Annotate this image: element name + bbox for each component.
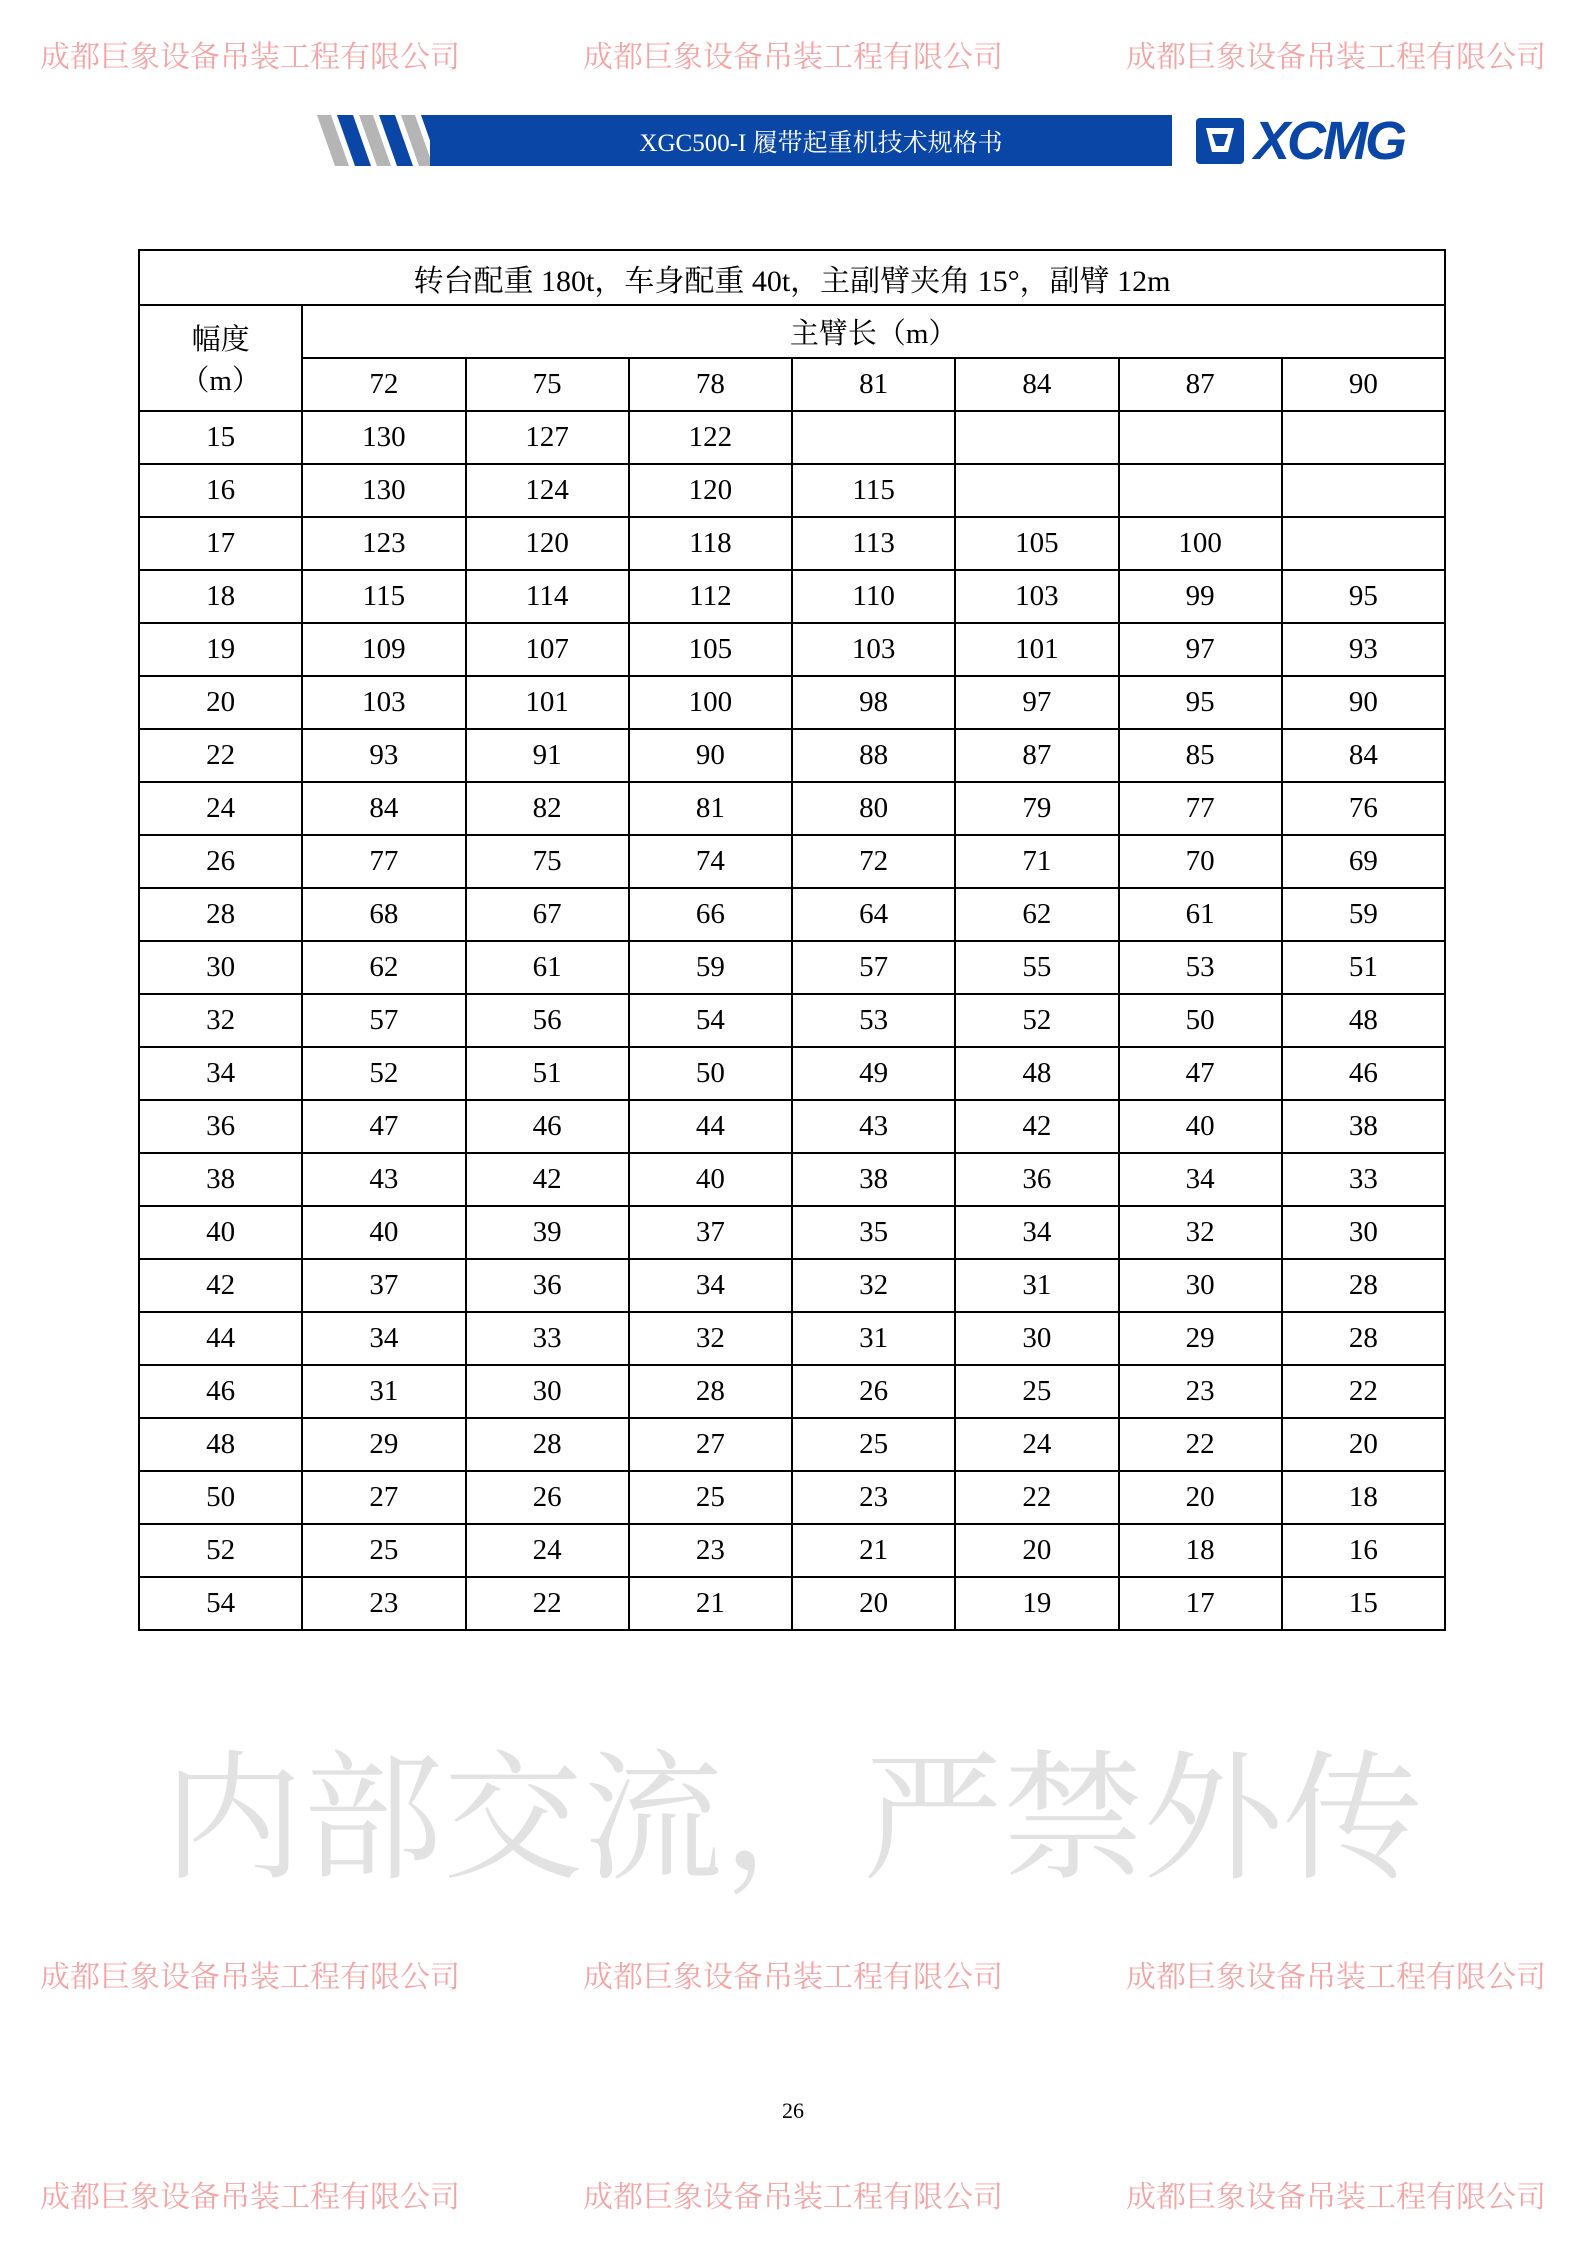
radius-cell: 17 (139, 517, 302, 570)
capacity-cell: 18 (1119, 1524, 1282, 1577)
capacity-cell: 42 (466, 1153, 629, 1206)
capacity-cell: 32 (1119, 1206, 1282, 1259)
table-title: 转台配重 180t，车身配重 40t，主副臂夹角 15°，副臂 12m (139, 250, 1445, 305)
radius-cell: 54 (139, 1577, 302, 1630)
capacity-cell: 71 (955, 835, 1118, 888)
capacity-cell: 107 (466, 623, 629, 676)
capacity-cell: 69 (1282, 835, 1445, 888)
capacity-cell: 51 (1282, 941, 1445, 994)
capacity-cell: 80 (792, 782, 955, 835)
capacity-cell: 112 (629, 570, 792, 623)
capacity-cell: 66 (629, 888, 792, 941)
capacity-cell: 110 (792, 570, 955, 623)
capacity-cell: 43 (302, 1153, 465, 1206)
table-row (139, 1471, 1445, 1524)
capacity-cell: 34 (1119, 1153, 1282, 1206)
capacity-cell: 31 (955, 1259, 1118, 1312)
capacity-cell: 75 (466, 835, 629, 888)
capacity-cell: 50 (1119, 994, 1282, 1047)
table-row (139, 729, 1445, 782)
capacity-cell: 22 (1119, 1418, 1282, 1471)
company-watermark: 成都巨象设备吊装工程有限公司 (40, 40, 460, 75)
capacity-cell: 32 (629, 1312, 792, 1365)
capacity-cell: 103 (955, 570, 1118, 623)
capacity-cell: 25 (302, 1524, 465, 1577)
capacity-cell: 32 (792, 1259, 955, 1312)
capacity-cell: 120 (466, 517, 629, 570)
capacity-cell: 22 (955, 1471, 1118, 1524)
capacity-cell: 16 (1282, 1524, 1445, 1577)
capacity-cell: 97 (955, 676, 1118, 729)
radius-header-unit: （m） (180, 365, 261, 397)
capacity-cell: 20 (955, 1524, 1118, 1577)
capacity-cell: 70 (1119, 835, 1282, 888)
capacity-cell: 36 (466, 1259, 629, 1312)
capacity-cell: 44 (629, 1100, 792, 1153)
radius-cell: 22 (139, 729, 302, 782)
capacity-cell: 48 (955, 1047, 1118, 1100)
capacity-cell (1282, 464, 1445, 517)
capacity-cell: 33 (466, 1312, 629, 1365)
table-row (139, 941, 1445, 994)
radius-cell: 26 (139, 835, 302, 888)
capacity-cell: 28 (1282, 1259, 1445, 1312)
radius-cell: 24 (139, 782, 302, 835)
capacity-cell: 77 (302, 835, 465, 888)
capacity-cell: 95 (1119, 676, 1282, 729)
table-row (139, 1206, 1445, 1259)
capacity-cell: 81 (629, 782, 792, 835)
capacity-cell: 25 (792, 1418, 955, 1471)
capacity-cell: 29 (1119, 1312, 1282, 1365)
capacity-cell: 23 (629, 1524, 792, 1577)
capacity-cell: 95 (1282, 570, 1445, 623)
capacity-cell: 40 (629, 1153, 792, 1206)
table-row (139, 623, 1445, 676)
table-row (139, 1524, 1445, 1577)
capacity-cell (955, 464, 1118, 517)
boom-length-cell: 84 (955, 358, 1118, 411)
capacity-cell: 22 (1282, 1365, 1445, 1418)
radius-cell: 38 (139, 1153, 302, 1206)
capacity-cell: 48 (1282, 994, 1445, 1047)
capacity-cell: 84 (302, 782, 465, 835)
capacity-cell: 93 (302, 729, 465, 782)
radius-cell: 18 (139, 570, 302, 623)
radius-header-label: 幅度 (191, 324, 250, 356)
capacity-cell: 20 (1119, 1471, 1282, 1524)
radius-cell: 28 (139, 888, 302, 941)
load-chart-table (138, 249, 1446, 1631)
table-row (139, 464, 1445, 517)
capacity-cell: 90 (1282, 676, 1445, 729)
capacity-cell: 61 (1119, 888, 1282, 941)
capacity-cell: 28 (629, 1365, 792, 1418)
capacity-cell: 23 (792, 1471, 955, 1524)
capacity-cell: 100 (1119, 517, 1282, 570)
table-row (139, 994, 1445, 1047)
radius-cell: 52 (139, 1524, 302, 1577)
capacity-cell: 56 (466, 994, 629, 1047)
capacity-cell: 109 (302, 623, 465, 676)
table-header-row (139, 305, 1445, 358)
table-row (139, 1312, 1445, 1365)
document-title: XGC500-I 履带起重机技术规格书 (639, 129, 1003, 157)
capacity-cell (1282, 517, 1445, 570)
xcmg-logo (1194, 113, 1434, 169)
capacity-cell: 38 (1282, 1100, 1445, 1153)
capacity-cell: 27 (629, 1418, 792, 1471)
capacity-cell: 120 (629, 464, 792, 517)
capacity-cell: 87 (955, 729, 1118, 782)
capacity-cell: 97 (1119, 623, 1282, 676)
radius-cell: 50 (139, 1471, 302, 1524)
table-row (139, 676, 1445, 729)
capacity-cell: 27 (302, 1471, 465, 1524)
capacity-cell: 123 (302, 517, 465, 570)
capacity-cell: 30 (1282, 1206, 1445, 1259)
capacity-cell: 15 (1282, 1577, 1445, 1630)
capacity-cell: 46 (466, 1100, 629, 1153)
capacity-cell: 93 (1282, 623, 1445, 676)
boom-length-cell: 81 (792, 358, 955, 411)
capacity-cell: 33 (1282, 1153, 1445, 1206)
capacity-cell: 77 (1119, 782, 1282, 835)
capacity-cell: 26 (792, 1365, 955, 1418)
capacity-cell: 28 (1282, 1312, 1445, 1365)
capacity-cell (792, 411, 955, 464)
radius-cell: 30 (139, 941, 302, 994)
capacity-cell (1282, 411, 1445, 464)
table-row (139, 1100, 1445, 1153)
table-row (139, 888, 1445, 941)
capacity-cell: 72 (792, 835, 955, 888)
boom-length-header: 主臂长（m） (302, 305, 1445, 358)
capacity-cell: 98 (792, 676, 955, 729)
capacity-cell: 53 (792, 994, 955, 1047)
capacity-cell: 62 (302, 941, 465, 994)
company-watermark: 成都巨象设备吊装工程有限公司 (583, 1960, 1003, 1995)
company-watermark: 成都巨象设备吊装工程有限公司 (583, 40, 1003, 75)
capacity-cell: 50 (629, 1047, 792, 1100)
table-row (139, 782, 1445, 835)
table-row (139, 1418, 1445, 1471)
notice-watermark: 内部交流，严禁外传 (162, 1738, 1423, 1901)
xcmg-emblem-icon (1194, 116, 1246, 166)
table-row (139, 1365, 1445, 1418)
capacity-cell: 25 (629, 1471, 792, 1524)
radius-cell: 34 (139, 1047, 302, 1100)
table-row (139, 1259, 1445, 1312)
capacity-cell: 84 (1282, 729, 1445, 782)
capacity-cell: 34 (302, 1312, 465, 1365)
capacity-cell: 18 (1282, 1471, 1445, 1524)
company-watermark: 成都巨象设备吊装工程有限公司 (1126, 1960, 1546, 1995)
radius-cell: 42 (139, 1259, 302, 1312)
radius-cell: 40 (139, 1206, 302, 1259)
capacity-cell: 43 (792, 1100, 955, 1153)
capacity-cell: 90 (629, 729, 792, 782)
radius-cell: 16 (139, 464, 302, 517)
company-watermark: 成都巨象设备吊装工程有限公司 (1126, 40, 1546, 75)
capacity-cell: 68 (302, 888, 465, 941)
capacity-cell: 124 (466, 464, 629, 517)
capacity-cell: 91 (466, 729, 629, 782)
boom-length-cell: 72 (302, 358, 465, 411)
capacity-cell: 85 (1119, 729, 1282, 782)
radius-cell: 36 (139, 1100, 302, 1153)
capacity-cell: 31 (792, 1312, 955, 1365)
capacity-cell: 53 (1119, 941, 1282, 994)
capacity-cell: 52 (955, 994, 1118, 1047)
company-watermark: 成都巨象设备吊装工程有限公司 (40, 2180, 460, 2215)
capacity-cell: 103 (302, 676, 465, 729)
capacity-cell: 40 (1119, 1100, 1282, 1153)
boom-length-row (139, 358, 1445, 411)
capacity-cell: 62 (955, 888, 1118, 941)
capacity-cell: 114 (466, 570, 629, 623)
radius-header (139, 305, 302, 411)
capacity-cell: 30 (466, 1365, 629, 1418)
capacity-cell: 19 (955, 1577, 1118, 1630)
capacity-cell: 24 (466, 1524, 629, 1577)
capacity-cell: 21 (792, 1524, 955, 1577)
capacity-cell: 113 (792, 517, 955, 570)
capacity-cell: 67 (466, 888, 629, 941)
capacity-cell: 100 (629, 676, 792, 729)
capacity-cell: 127 (466, 411, 629, 464)
capacity-cell: 30 (1119, 1259, 1282, 1312)
capacity-cell: 51 (466, 1047, 629, 1100)
capacity-cell (1119, 411, 1282, 464)
capacity-cell: 42 (955, 1100, 1118, 1153)
capacity-cell: 122 (629, 411, 792, 464)
capacity-cell: 105 (955, 517, 1118, 570)
capacity-cell: 22 (466, 1577, 629, 1630)
radius-cell: 32 (139, 994, 302, 1047)
capacity-cell: 46 (1282, 1047, 1445, 1100)
capacity-cell: 35 (792, 1206, 955, 1259)
table-row (139, 517, 1445, 570)
capacity-cell: 20 (792, 1577, 955, 1630)
capacity-cell: 39 (466, 1206, 629, 1259)
table-title-row (139, 250, 1445, 305)
capacity-cell: 34 (629, 1259, 792, 1312)
capacity-cell: 115 (792, 464, 955, 517)
capacity-cell: 99 (1119, 570, 1282, 623)
capacity-cell: 105 (629, 623, 792, 676)
boom-length-cell: 75 (466, 358, 629, 411)
radius-cell: 46 (139, 1365, 302, 1418)
capacity-cell: 29 (302, 1418, 465, 1471)
capacity-cell: 28 (466, 1418, 629, 1471)
capacity-cell: 57 (792, 941, 955, 994)
capacity-cell: 82 (466, 782, 629, 835)
capacity-cell: 23 (1119, 1365, 1282, 1418)
capacity-cell: 115 (302, 570, 465, 623)
company-watermark: 成都巨象设备吊装工程有限公司 (1126, 2180, 1546, 2215)
capacity-cell: 52 (302, 1047, 465, 1100)
capacity-cell: 34 (955, 1206, 1118, 1259)
boom-length-cell: 87 (1119, 358, 1282, 411)
capacity-cell: 118 (629, 517, 792, 570)
capacity-cell: 54 (629, 994, 792, 1047)
capacity-cell: 103 (792, 623, 955, 676)
capacity-cell: 55 (955, 941, 1118, 994)
capacity-cell: 30 (955, 1312, 1118, 1365)
capacity-cell: 20 (1282, 1418, 1445, 1471)
radius-cell: 20 (139, 676, 302, 729)
table-row (139, 1047, 1445, 1100)
capacity-cell: 21 (629, 1577, 792, 1630)
radius-cell: 48 (139, 1418, 302, 1471)
table-row (139, 835, 1445, 888)
header-stripes-decoration (317, 115, 447, 166)
capacity-cell: 49 (792, 1047, 955, 1100)
capacity-cell: 47 (302, 1100, 465, 1153)
capacity-cell: 59 (1282, 888, 1445, 941)
capacity-cell: 24 (955, 1418, 1118, 1471)
table-row (139, 570, 1445, 623)
capacity-cell: 88 (792, 729, 955, 782)
capacity-cell: 101 (466, 676, 629, 729)
radius-cell: 44 (139, 1312, 302, 1365)
capacity-cell: 47 (1119, 1047, 1282, 1100)
table-row (139, 1153, 1445, 1206)
capacity-cell: 17 (1119, 1577, 1282, 1630)
capacity-cell: 74 (629, 835, 792, 888)
capacity-cell: 76 (1282, 782, 1445, 835)
logo-text: XCMG (1254, 111, 1404, 171)
capacity-cell: 26 (466, 1471, 629, 1524)
capacity-cell (955, 411, 1118, 464)
boom-length-cell: 90 (1282, 358, 1445, 411)
capacity-cell: 59 (629, 941, 792, 994)
capacity-cell: 130 (302, 464, 465, 517)
radius-cell: 15 (139, 411, 302, 464)
header-title-band (430, 115, 1172, 166)
capacity-cell: 130 (302, 411, 465, 464)
page-number: 26 (782, 2098, 804, 2123)
radius-cell: 19 (139, 623, 302, 676)
capacity-cell: 25 (955, 1365, 1118, 1418)
company-watermark: 成都巨象设备吊装工程有限公司 (40, 1960, 460, 1995)
capacity-cell: 101 (955, 623, 1118, 676)
capacity-cell: 37 (629, 1206, 792, 1259)
capacity-cell (1119, 464, 1282, 517)
capacity-cell: 64 (792, 888, 955, 941)
capacity-cell: 38 (792, 1153, 955, 1206)
capacity-cell: 61 (466, 941, 629, 994)
table-row (139, 1577, 1445, 1630)
capacity-cell: 57 (302, 994, 465, 1047)
capacity-cell: 31 (302, 1365, 465, 1418)
capacity-cell: 40 (302, 1206, 465, 1259)
capacity-cell: 37 (302, 1259, 465, 1312)
capacity-cell: 23 (302, 1577, 465, 1630)
boom-length-cell: 78 (629, 358, 792, 411)
capacity-cell: 79 (955, 782, 1118, 835)
company-watermark: 成都巨象设备吊装工程有限公司 (583, 2180, 1003, 2215)
table-row (139, 411, 1445, 464)
capacity-cell: 36 (955, 1153, 1118, 1206)
